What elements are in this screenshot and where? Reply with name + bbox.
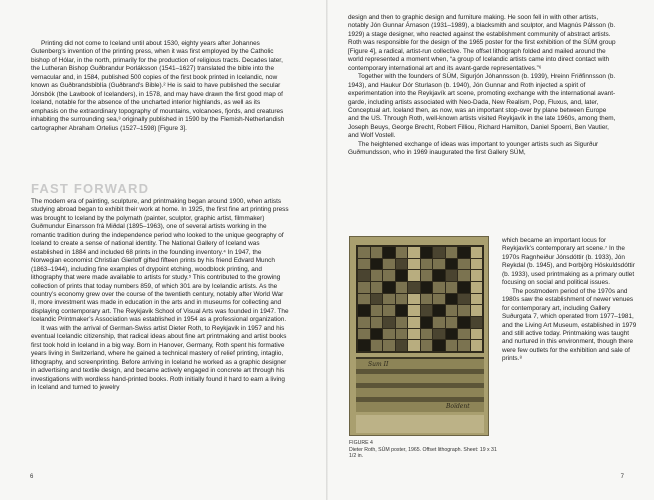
right-page bbox=[328, 0, 654, 500]
left-paragraph-3: It was with the arrival of German-Swiss artist Dieter Roth, to Reykjavik in 1957 and his eventual Icelandic citizenship, that radical ideas about fine art printmaking and artist books first took hold in Iceland in a big way. Born in Hanover, Germany, Roth spent his formative years living in Switzerland, where he gained a technical mastery of relief printing, intaglio, lithography, and screenprinting. Before arriving in Iceland he worked as a graphic designer in advertising and textile design, and became actively engaged in concrete art through his investigations with wordless hand-printed books. Roth initially found it hard to earn a living in Iceland and turned to jewelry bbox=[31, 324, 287, 391]
figure-label: FIGURE 4 bbox=[349, 440, 373, 446]
poster-lower-panel bbox=[356, 357, 484, 412]
left-paragraph-2: The modern era of painting, sculpture, and printmaking began around 1900, when artists studying abroad began to exhibit their work at home. In 1925, the first fine art printing press was brought to Iceland by the polymath (painter, sculptor, graphic artist, filmmaker) Guðmundur Einarsson frá Miðdal (1895–1963), one of several artists working in the romantic tradition during the independence period who looked to the unique geography of Iceland to create a sense of national identity. The National Gallery of Iceland was established in 1884 and included 68 prints in the founding inventory.⁴ In 1947, the Norwegian economist Christian Gierloff gifted fifteen prints by his friend Edvard Munch (1863–1944), including fine examples of drypoint etching, woodblock printing, and lithography that were made available to artists for study.⁵ This contributed to the growing collection of prints that today numbers 859, of which 301 are by Icelandic artists. As the country’s economy grew over the course of the twentieth century, notably after World War II, more investment was made in education in the arts and in museums for collecting and displaying contemporary art. The Reykjavik School of Visual Arts was founded in 1947. The Icelandic Printmaker’s Association was established in 1954 as a professional organization. bbox=[31, 198, 289, 324]
figure-caption-text: Dieter Roth, SÚM poster, 1965. Offset lithograph. Sheet: 19 x 31 1/2 in. bbox=[349, 446, 497, 460]
right-paragraph-1: design and then to graphic design and furniture making. He soon fell in with other artists, notably Jón Gunnar Árnason (1931–1989), a blacksmith and sculptor, and Magnús Pálsson (b. 1929) a stage designer, who reacted against the establishment community of abstract artists. Roth was responsible for the design of the 1965 poster for the first exhibition of the SÚM group [Figure 4], a radical, artist-run collective. The offset lithograph folded and mailed around the world represented a moment when, “a group of Icelandic artists came into direct contact with contemporary international art and its avant-garde representatives.”⁶ bbox=[348, 14, 616, 72]
poster-handwriting-signature: Boïdent bbox=[446, 403, 470, 410]
left-paragraph-1: Printing did not come to Iceland until about 1530, eighty years after Johannes Gutenberg’s invention of the printing press, when it was first employed by the Catholic bishop of Hólar, in the north, primarily for the production of religious tracts. Decades later, the Lutheran Bishop Guðbrandur Þorláksson (1541–1627) translated the bible into the vernacular and, in 1584, published 500 copies of the first book printed in Icelandic, now known as Guðbrandsbiblía (Guðbrand’s Bible).² He is said to have published the secular Jónsbók (the Lawbook of Icelanders), in 1578, and may have drawn the first good map of Iceland, notable for the absence of the uncharted interior highlands, as well as its emphasis on the extraordinary topography of mountains, volcanoes, fjords, and creatures inhabiting the surrounding sea,³ originally published in 1590 by the Flemish-Netherlandish cartographer Abraham Ortelius (1527–1598) [Figure 3]. bbox=[31, 40, 285, 132]
left-page bbox=[0, 0, 326, 500]
figure-4-poster-image bbox=[349, 236, 489, 436]
right-paragraph-4: The postmodern period of the 1970s and 1980s saw the establishment of newer venues for contemporary art, including Gallery Suðurgata 7, which operated from 1977–1981, and the Living Art Museum, established in 1979 and still active today. Printmaking was taught and nurtured in this environment, though there were few outlets for the exhibition and sale of prints.⁸ bbox=[502, 287, 637, 363]
right-column-text bbox=[502, 237, 638, 364]
figure-caption bbox=[349, 440, 499, 460]
poster-bottom-strip bbox=[356, 415, 484, 433]
right-paragraph-3-col: which became an important locus for Reykjavík’s contemporary art scene.⁷ In the 1970s Ragnheiður Jónsdóttir (b. 1933), Jón Reykdal (b. 1945), and Þorbjörg Höskuldsdóttir (b. 1933), used printmaking as a primary outlet focusing on social and political issues. bbox=[502, 237, 635, 287]
right-paragraph-3-start: The heightened exchange of ideas was important to younger artists such as Sigurður Guðmundsson, who in 1969 inaugurated the first Gallery SÚM, bbox=[348, 140, 599, 157]
left-body-text bbox=[31, 198, 289, 392]
left-intro-text bbox=[31, 40, 289, 133]
poster-collage bbox=[356, 245, 484, 353]
page-number-right: 7 bbox=[620, 474, 624, 480]
section-heading: FAST FORWARD bbox=[31, 181, 150, 196]
page-number-left: 6 bbox=[30, 474, 34, 480]
poster-handwriting: Sum II bbox=[368, 361, 389, 368]
right-paragraph-2: Together with the founders of SÚM, Sigurjón Jóhannsson (b. 1939), Hreinn Friðfinnsson (b. 1943), and Haukur Dór Sturlason (b. 1940), Jón Gunnar and Roth injected a spirit of experimentation into the Reykjavík art scene, promoting exchange with the international avant-garde, including artists associated with Neo-Dada, New Realism, Pop, Fluxus, and, later, Conceptual art. Iceland then, as now, was an important stop-over by plane between Europe and the US. Through Roth, well-known artists visited Reykjavík in the late 1960s, among them, Joseph Beuys, George Brecht, Robert Filliou, Richard Hamilton, Daniel Spoerri, Ben Vautier, and Wolf Vostell. bbox=[348, 73, 616, 140]
right-top-text bbox=[348, 14, 618, 158]
